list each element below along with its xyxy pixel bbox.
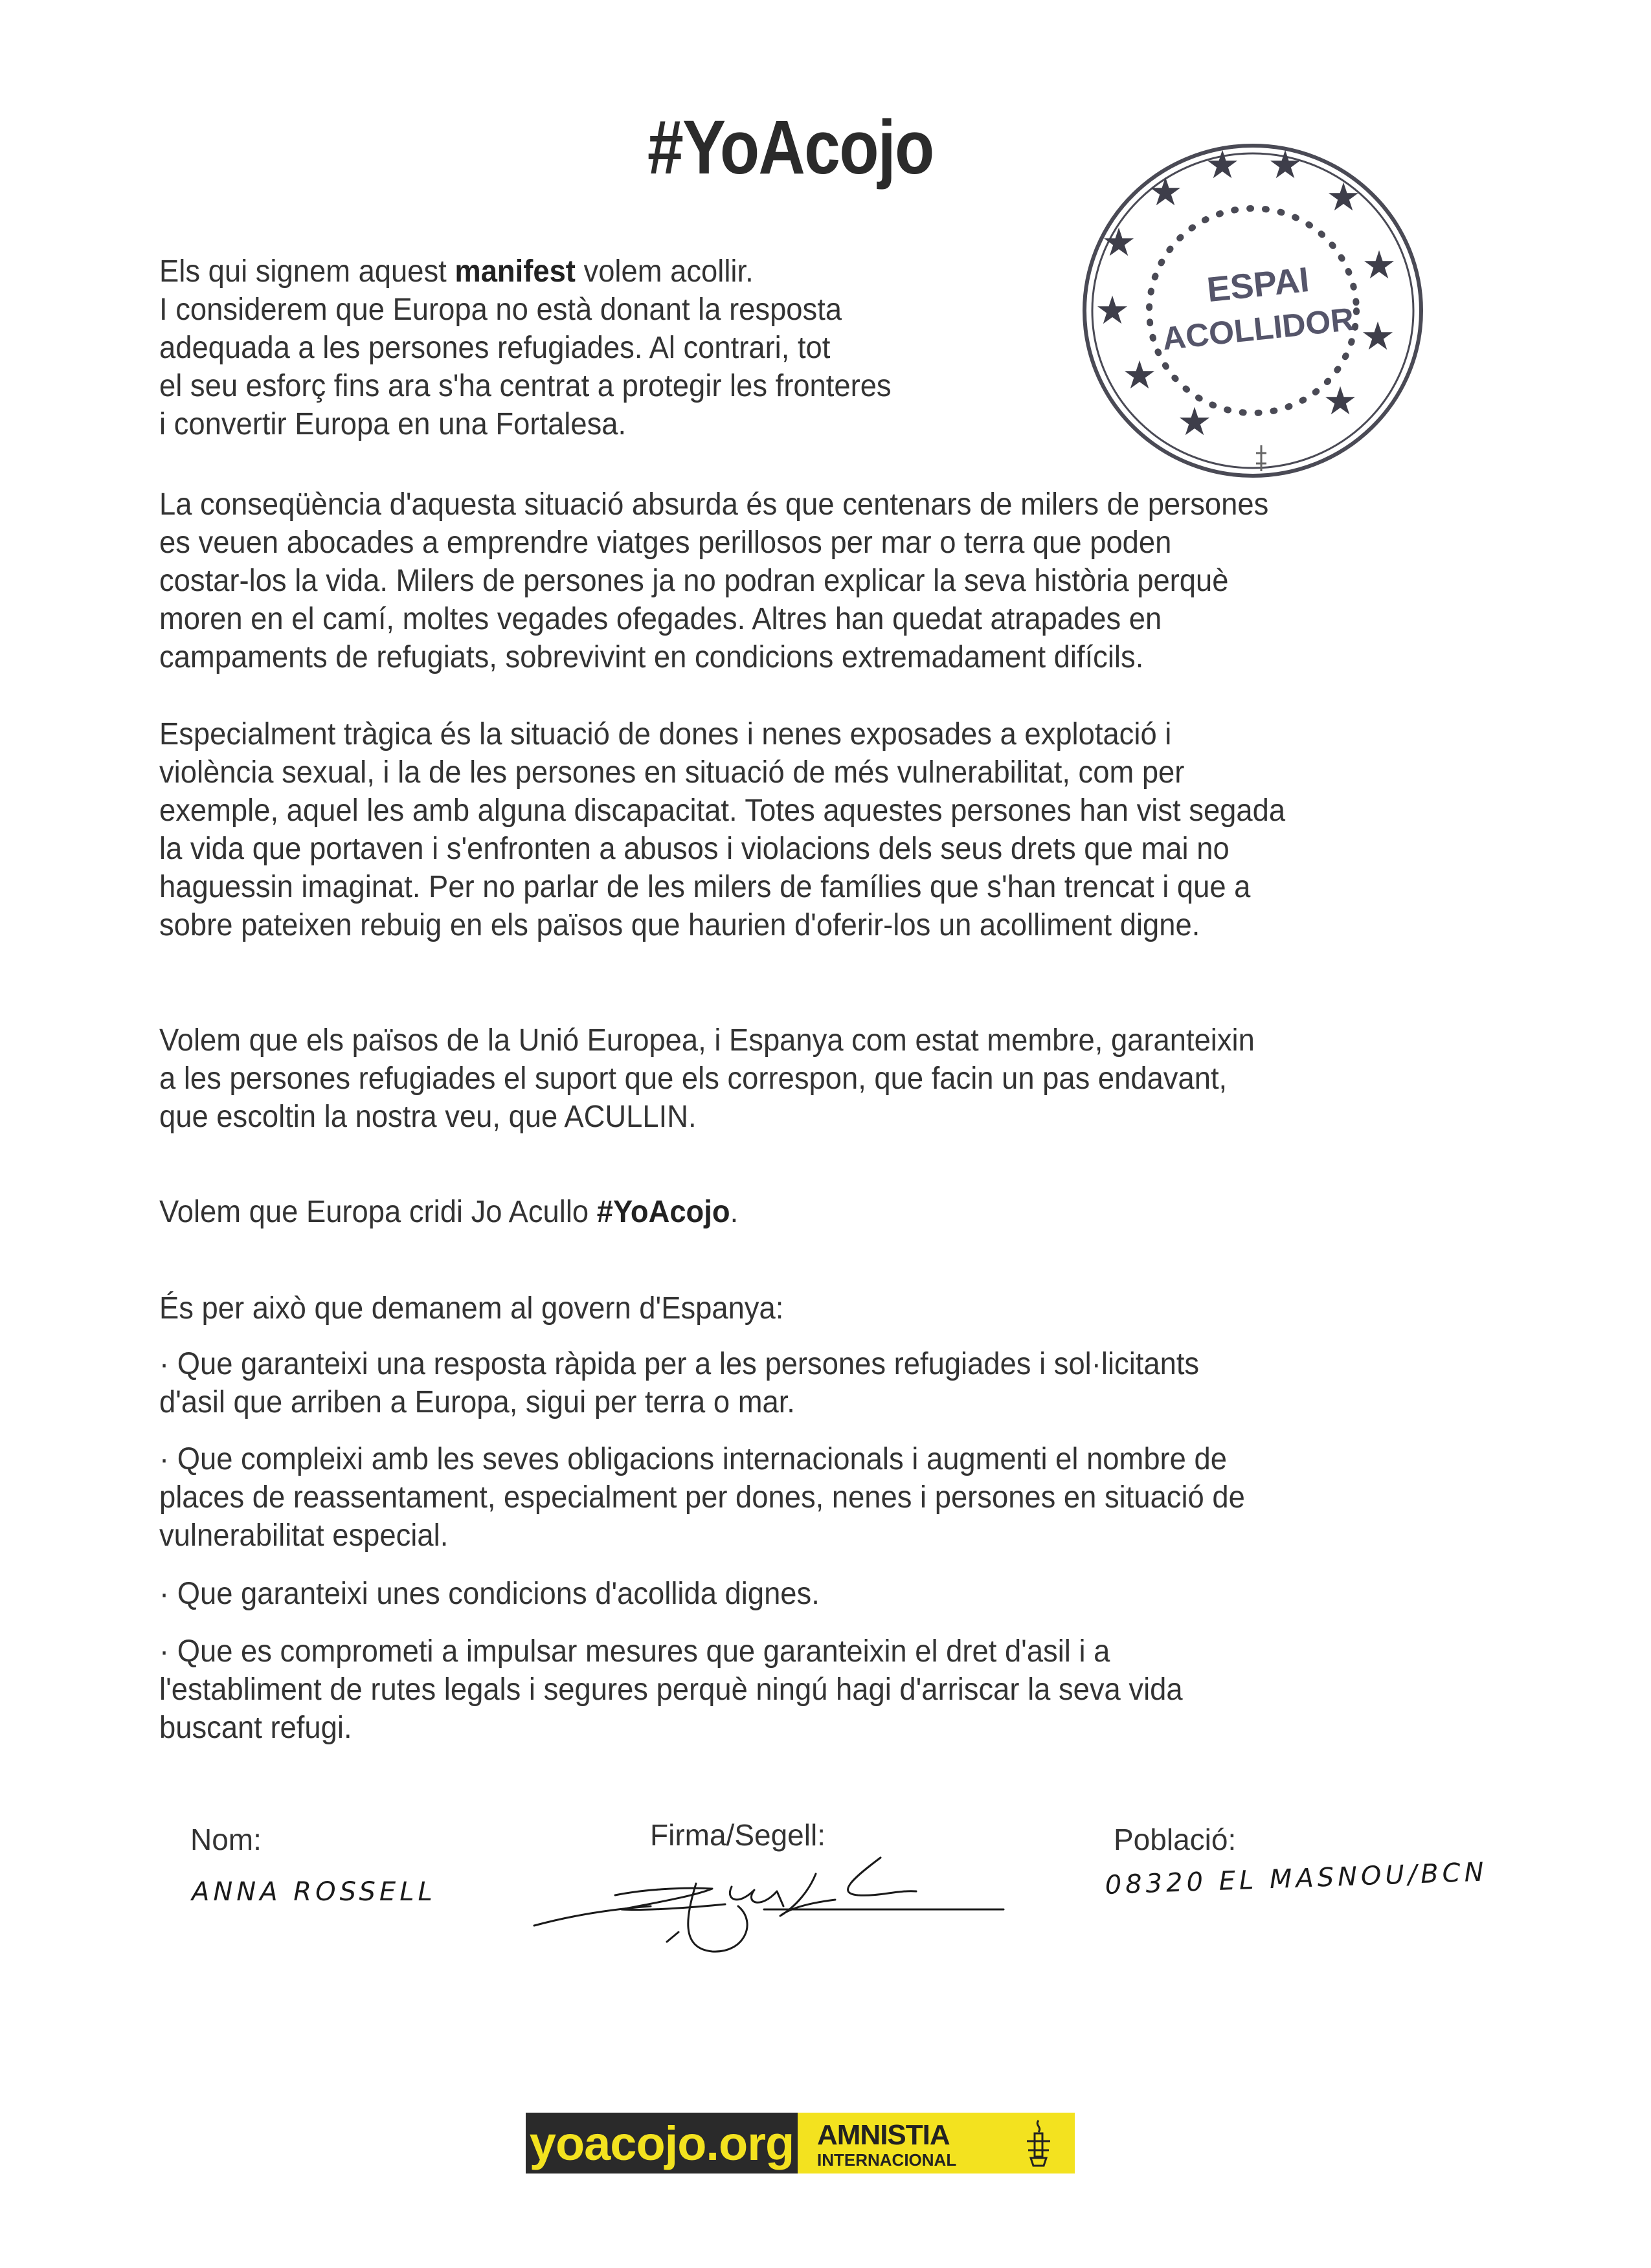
text-line: campaments de refugiats, sobrevivint en condicions extremadament difícils. <box>159 640 1144 674</box>
request-item-4 <box>159 1632 1183 1747</box>
stamp-star-icon: ★ <box>1101 220 1136 265</box>
text-span: Volem que Europa cridi Jo Acullo <box>159 1195 597 1229</box>
stamp-star-icon: ★ <box>1360 314 1395 359</box>
request-item-3 <box>159 1575 820 1613</box>
town-field[interactable]: 08320 EL MASNOU/BCN <box>1105 1857 1488 1900</box>
text-line: Volem que els països de la Unió Europea, i Espanya com estat membre, garanteixin <box>159 1023 1255 1058</box>
town-label: Població: <box>1114 1823 1237 1856</box>
signature-label: Firma/Segell: <box>650 1818 826 1852</box>
text-line: I considerem que Europa no està donant la resposta <box>159 293 842 327</box>
text-line: i convertir Europa en una Fortalesa. <box>159 407 627 441</box>
name-label: Nom: <box>190 1823 262 1856</box>
request-item-2 <box>159 1440 1245 1555</box>
amnesty-footer-logo <box>526 2113 1075 2174</box>
text-line: places de reassentament, especialment per dones, nenes i persones en situació de <box>159 1480 1245 1515</box>
text-line: exemple, aquel les amb alguna discapacitat. Totes aquestes persones han vist segada <box>159 794 1286 828</box>
stamp-star-icon: ★ <box>1122 353 1157 398</box>
text-line: · Que garanteixi unes condicions d'acollida dignes. <box>159 1577 820 1611</box>
org-name-line1: AMNISTIA <box>817 2119 950 2151</box>
bold-text: #YoAcojo <box>596 1195 730 1229</box>
stamp-star-icon: ★ <box>1362 243 1397 288</box>
stamp-star-icon: ★ <box>1268 142 1303 188</box>
stamp-text-line2: ACOLLIDOR <box>1160 300 1356 357</box>
text-line: buscant refugi. <box>159 1711 352 1745</box>
yoacojo-url: yoacojo.org <box>526 2113 798 2174</box>
text-line: a les persones refugiades el suport que els correspon, que facin un pas endavant, <box>159 1062 1228 1096</box>
text-line: el seu esforç fins ara s'ha centrat a protegir les fronteres <box>159 369 892 403</box>
paragraph-request-intro <box>159 1289 783 1328</box>
text-line: es veuen abocades a emprendre viatges perillosos per mar o terra que poden <box>159 526 1172 560</box>
text-line: La conseqüència d'aquesta situació absurda és que centenars de milers de persones <box>159 487 1269 522</box>
paragraph-consequence <box>159 485 1268 676</box>
text-line: Especialment tràgica és la situació de dones i nenes exposades a explotació i <box>159 717 1172 751</box>
text-line: · Que compleixi amb les seves obligacions internacionals i augmenti el nombre de <box>159 1442 1227 1476</box>
text-span: Els qui signem aquest <box>159 254 455 289</box>
stamp-star-icon: ★ <box>1148 170 1183 215</box>
handwritten-signature[interactable] <box>531 1845 1010 1974</box>
paragraph-tragic <box>159 715 1285 944</box>
text-line: vulnerabilitat especial. <box>159 1518 449 1553</box>
paragraph-demand-eu <box>159 1021 1255 1136</box>
text-line: sobre pateixen rebuig en els països que haurien d'oferir-los un acolliment digne. <box>159 908 1200 942</box>
page-title: #YoAcojo <box>647 105 934 190</box>
text-line: És per això que demanem al govern d'Espanya: <box>159 1291 784 1326</box>
text-line: moren en el camí, moltes vegades ofegades. Altres han quedat atrapades en <box>159 602 1162 636</box>
text-span: . <box>730 1195 739 1229</box>
text-line: l'establiment de rutes legals i segures perquè ningú hagi d'arriscar la seva vida <box>159 1673 1183 1707</box>
org-name-line2: INTERNACIONAL <box>817 2150 957 2170</box>
text-line: · Que es comprometi a impulsar mesures que garanteixin el dret d'asil i a <box>159 1634 1110 1669</box>
text-line: que escoltin la nostra veu, que ACULLIN. <box>159 1100 697 1134</box>
paragraph-yoacojo <box>159 1193 738 1231</box>
text-line: · Que garanteixi una resposta ràpida per a les persones refugiades i sol·licitants <box>159 1347 1200 1381</box>
text-line: haguessin imaginat. Per no parlar de les milers de famílies que s'han trencat i que a <box>159 870 1251 904</box>
text-line: violència sexual, i la de les persones en situació de més vulnerabilitat, com per <box>159 755 1185 790</box>
text-line: d'asil que arriben a Europa, sigui per terra o mar. <box>159 1385 795 1419</box>
stamp-star-icon: ★ <box>1177 399 1212 445</box>
text-span: volem acollir. <box>575 254 754 289</box>
candle-icon <box>1019 2118 1058 2170</box>
text-line <box>159 252 892 291</box>
stamp-star-icon: ★ <box>1326 175 1361 220</box>
text-line: la vida que portaven i s'enfronten a abusos i violacions dels seus drets que mai no <box>159 832 1230 866</box>
name-field[interactable]: ANNA ROSSELL <box>192 1877 436 1907</box>
stamp-text-line1: ESPAI <box>1205 260 1311 310</box>
stamp-star-icon: ★ <box>1205 142 1240 188</box>
stamp-star-icon: ★ <box>1095 288 1130 333</box>
espai-acollidor-stamp <box>1068 117 1437 492</box>
amnesty-block <box>798 2113 1075 2174</box>
stamp-star-icon: ★ <box>1323 379 1358 424</box>
text-line <box>159 1193 738 1231</box>
text-line: costar-los la vida. Milers de persones ja no podran explicar la seva història perquè <box>159 564 1229 598</box>
bold-text: manifest <box>455 254 576 289</box>
intro-paragraph <box>159 252 892 443</box>
text-line: adequada a les persones refugiades. Al contrari, tot <box>159 331 831 365</box>
request-item-1 <box>159 1345 1199 1421</box>
